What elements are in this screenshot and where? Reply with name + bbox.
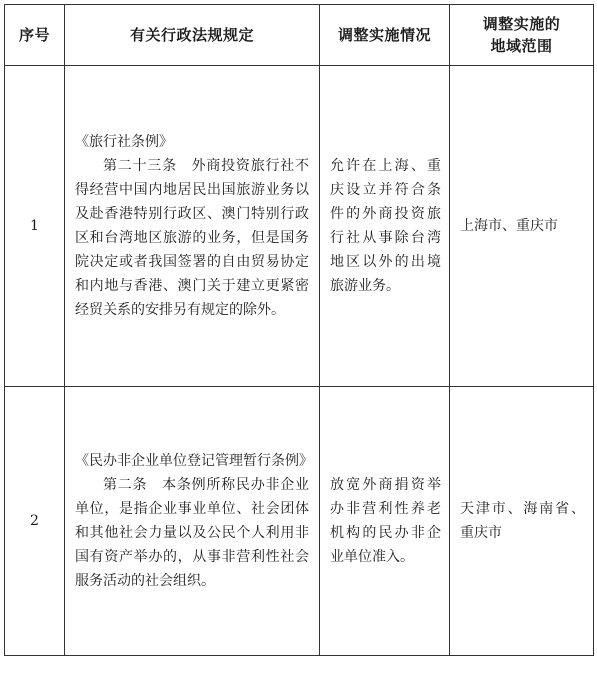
header-region <box>450 5 594 66</box>
row-regulation <box>65 66 320 387</box>
header-regulation: 有关行政法规规定 <box>65 5 320 66</box>
row-region: 上海市、重庆市 <box>450 66 594 387</box>
regulation-title: 《民办非企业单位登记管理暂行条例》 <box>75 453 313 469</box>
regulation-body: 第二条 本条例所称民办非企业单位，是指企业事业单位、社会团体和其他社会力量以及公民个人利用非国有资产举办的，从事非营利性社会服务活动的社会组织。 <box>75 477 309 589</box>
row-serial-number: 1 <box>5 66 65 387</box>
header-region-line1: 调整实施的 <box>482 15 561 33</box>
table-header-row <box>5 5 594 66</box>
table-row <box>5 387 594 656</box>
regulation-body: 第二十三条 外商投资旅行社不得经营中国内地居民出国旅游业务以及赴香港特别行政区、澳门特别行政区和台湾地区旅游的业务，但是国务院决定或者我国签署的自由贸易协定和内地与香港、澳门关于建立更紧密经贸关系的安排另有规定的除外。 <box>75 158 309 318</box>
table-row <box>5 66 594 387</box>
regulation-adjustment-table <box>4 4 594 656</box>
header-region-line2: 地域范围 <box>490 37 553 55</box>
row-adjustment: 放宽外商捐资举办非营利性养老机构的民办非企业单位准入。 <box>320 387 450 656</box>
regulation-title: 《旅行社条例》 <box>75 134 173 150</box>
header-serial-number: 序号 <box>5 5 65 66</box>
row-region: 天津市、海南省、重庆市 <box>450 387 594 656</box>
row-serial-number: 2 <box>5 387 65 656</box>
header-adjustment: 调整实施情况 <box>320 5 450 66</box>
row-adjustment: 允许在上海、重庆设立并符合条件的外商投资旅行社从事除台湾地区以外的出境旅游业务。 <box>320 66 450 387</box>
row-regulation <box>65 387 320 656</box>
